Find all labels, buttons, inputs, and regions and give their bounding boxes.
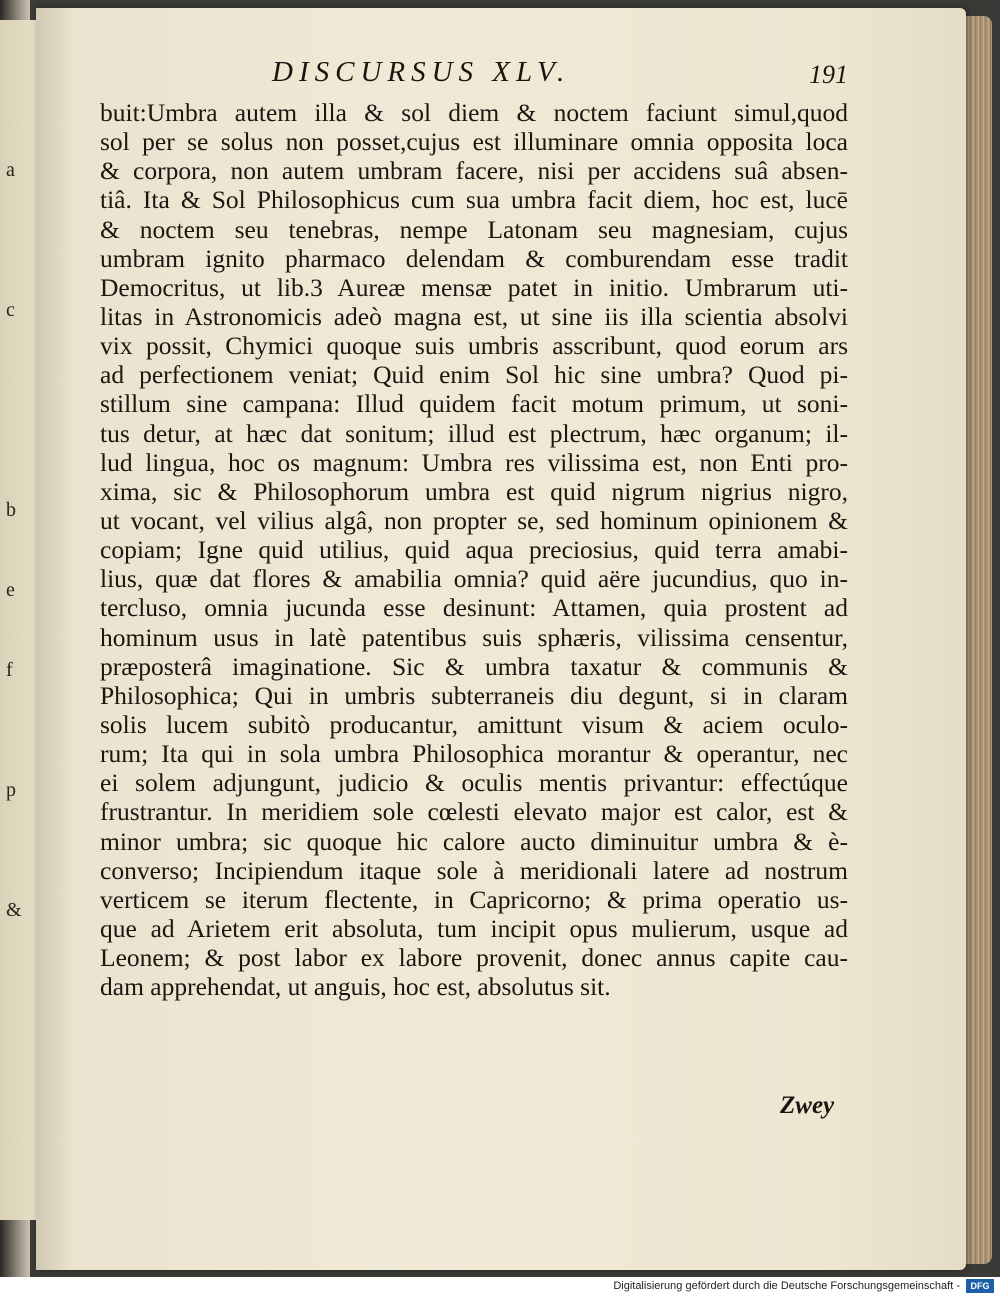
facing-page-fragment: c	[6, 299, 15, 321]
text-line: tercluso, omnia jucunda esse desinunt: Attamen, quia prostent ad	[100, 593, 848, 623]
dfg-logo: DFG	[966, 1279, 994, 1293]
text-line: converso; Incipiendum itaque sole à meridionali latere ad nostrum	[100, 855, 848, 885]
body-text	[100, 98, 848, 1001]
facing-page-fragment: b	[6, 499, 16, 521]
text-line: & noctem seu tenebras, nempe Latonam seu magnesiam, cujus	[100, 214, 848, 244]
facing-page-edge	[0, 20, 39, 1220]
page-number: 191	[809, 60, 848, 89]
text-line: buit:Umbra autem illa & sol diem & noctem faciunt simul,quod	[100, 98, 848, 127]
catchword: Zwey	[780, 1092, 835, 1119]
text-line: litas in Astronomicis adeò magna est, ut sine iis illa scientia absolvi	[100, 301, 848, 331]
text-line: lud lingua, hoc os magnum: Umbra res vilissima est, non Enti pro-	[100, 447, 848, 477]
facing-page-fragment: e	[6, 579, 15, 601]
text-line: Democritus, ut lib.3 Aureæ mensæ patet in initio. Umbrarum uti-	[100, 272, 848, 302]
text-line: stillum sine campana: Illud quidem facit motum primum, ut soni-	[100, 389, 848, 419]
footer-bar	[0, 1277, 1000, 1297]
text-line: tus detur, at hæc dat sonitum; illud est plectrum, hæc organum; il-	[100, 418, 848, 448]
text-line: & corpora, non autem umbram facere, nisi per accidens suâ absen-	[100, 156, 848, 186]
funding-credit: Digitalisierung gefördert durch die Deutsche Forschungsgemeinschaft -	[613, 1280, 960, 1292]
text-line: rum; Ita qui in sola umbra Philosophica morantur & operantur, nec	[100, 739, 848, 769]
text-line: umbram ignito pharmaco delendam & comburendam esse tradit	[100, 243, 848, 273]
text-line: copiam; Igne quid utilius, quid aqua preciosius, quid terra amabi-	[100, 535, 848, 565]
facing-page-fragment: a	[6, 159, 15, 181]
text-line: ei solem adjungunt, judicio & oculis mentis privantur: effectúque	[100, 768, 848, 798]
text-line: que ad Arietem erit absoluta, tum incipit opus mulierum, usque ad	[100, 913, 848, 943]
text-line: hominum usus in latè patentibus suis sphæris, vilissima censentur,	[100, 622, 848, 652]
running-header: DISCURSUS XLV.	[272, 56, 571, 88]
page-stack-edge	[962, 16, 992, 1264]
text-line: solis lucem subitò producantur, amittunt visum & aciem oculo-	[100, 709, 848, 739]
text-line: xima, sic & Philosophorum umbra est quid nigrum nigrius nigro,	[100, 476, 848, 506]
text-line: dam apprehendat, ut anguis, hoc est, absolutus sit.	[100, 972, 611, 1002]
text-line: sol per se solus non posset,cujus est illuminare omnia opposita loca	[100, 127, 848, 157]
text-line: ut vocant, vel vilius algâ, non propter se, sed hominum opinionem &	[100, 505, 848, 535]
text-line: minor umbra; sic quoque hic calore aucto diminuitur umbra & è-	[100, 826, 848, 856]
facing-page-fragment: &	[6, 899, 22, 921]
facing-page-fragment: p	[6, 779, 16, 801]
text-line: præposterâ imaginatione. Sic & umbra taxatur & communis &	[100, 651, 848, 681]
text-line: vix possit, Chymici quoque suis umbris asscribunt, quod eorum ars	[100, 331, 848, 361]
text-line: Philosophica; Qui in umbris subterraneis diu degunt, si in claram	[100, 680, 848, 710]
text-line: lius, quæ dat flores & amabilia omnia? quid aëre jucundius, quo in-	[100, 564, 848, 594]
facing-page-fragment: f	[6, 659, 13, 681]
text-line: frustrantur. In meridiem sole cœlesti elevato major est calor, est &	[100, 797, 848, 827]
text-line: tiâ. Ita & Sol Philosophicus cum sua umbra facit diem, hoc est, lucē	[100, 185, 848, 215]
text-line: ad perfectionem veniat; Quid enim Sol hic sine umbra? Quod pi-	[100, 360, 848, 390]
text-line: verticem se iterum flectente, in Capricorno; & prima operatio us-	[100, 884, 848, 914]
text-line: Leonem; & post labor ex labore provenit, donec annus capite cau-	[100, 943, 848, 973]
